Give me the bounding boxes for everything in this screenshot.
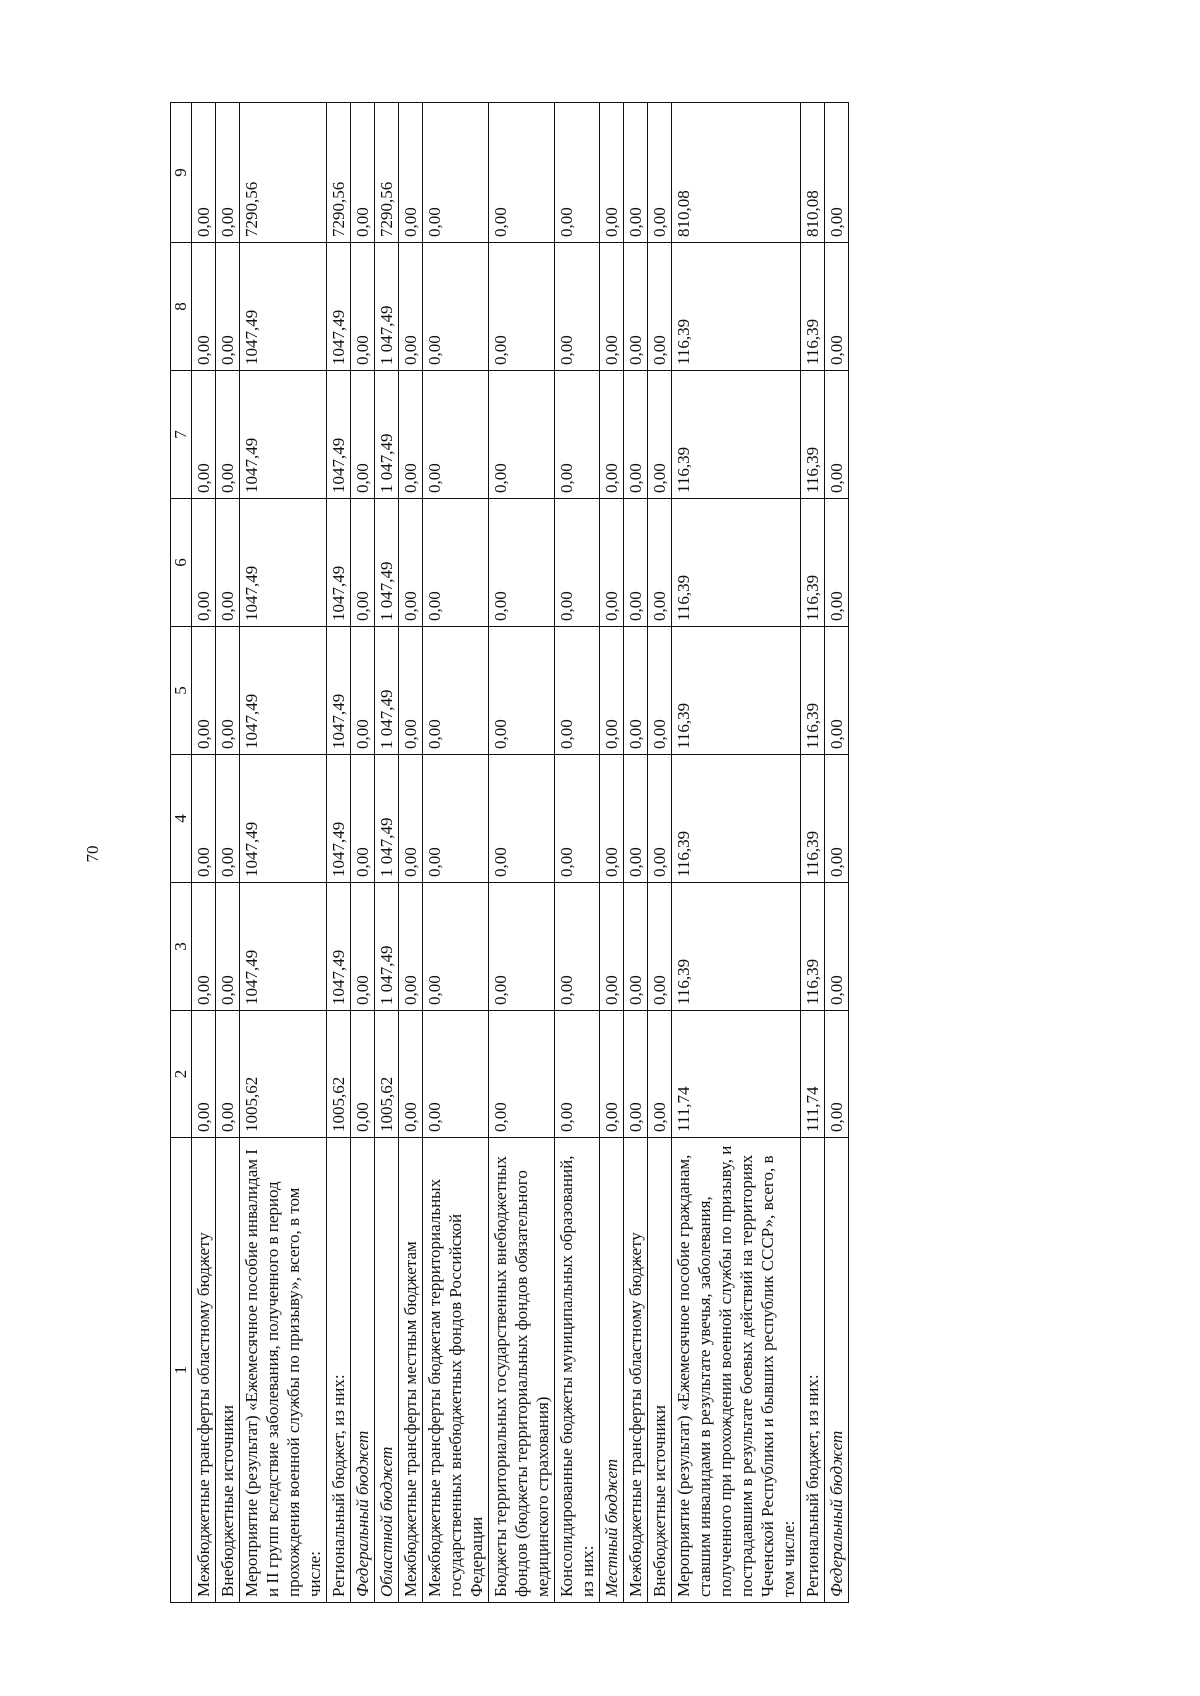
- value-cell: 0,00: [423, 243, 489, 371]
- value-cell: 0,00: [648, 371, 672, 499]
- table-row: [216, 103, 240, 1603]
- value-cell: 0,00: [600, 103, 624, 243]
- value-cell: 0,00: [423, 883, 489, 1011]
- value-cell: 0,00: [192, 627, 216, 755]
- value-cell: 0,00: [399, 103, 423, 243]
- value-cell: 0,00: [216, 1011, 240, 1138]
- value-cell: 116,39: [672, 883, 801, 1011]
- value-cell: 0,00: [216, 499, 240, 627]
- value-cell: 116,39: [801, 755, 825, 883]
- value-cell: 0,00: [423, 499, 489, 627]
- table-row: [825, 103, 849, 1603]
- value-cell: 0,00: [600, 243, 624, 371]
- value-cell: 0,00: [399, 499, 423, 627]
- value-cell: 0,00: [555, 883, 600, 1011]
- value-cell: 0,00: [351, 499, 375, 627]
- table-row: [423, 103, 489, 1603]
- row-label: Федеральный бюджет: [351, 1138, 375, 1603]
- row-label: Консолидированные бюджеты муниципальных образований, из них:: [555, 1138, 600, 1603]
- value-cell: 116,39: [672, 755, 801, 883]
- row-label: Местный бюджет: [600, 1138, 624, 1603]
- value-cell: 0,00: [216, 103, 240, 243]
- value-cell: 0,00: [624, 755, 648, 883]
- row-label: Мероприятие (результат) «Ежемесячное пособие гражданам, ставшим инвалидами в результате увечья, заболевания, полученного при прохождении военной службы по призыву, и пострадавшим в результате боевых действий на территориях Чеченской Республики и бывших республик СССР», всего, в том числе:: [672, 1138, 801, 1603]
- value-cell: 0,00: [351, 627, 375, 755]
- column-header: 3: [171, 883, 192, 1011]
- header-row: [171, 103, 192, 1603]
- value-cell: 1 047,49: [375, 883, 399, 1011]
- value-cell: 0,00: [825, 755, 849, 883]
- value-cell: 0,00: [423, 371, 489, 499]
- table-row: [600, 103, 624, 1603]
- value-cell: 116,39: [801, 627, 825, 755]
- row-label: Внебюджетные источники: [216, 1138, 240, 1603]
- value-cell: 0,00: [648, 499, 672, 627]
- value-cell: 0,00: [351, 755, 375, 883]
- value-cell: 1 047,49: [375, 499, 399, 627]
- value-cell: 0,00: [351, 371, 375, 499]
- table-row: [624, 103, 648, 1603]
- value-cell: 0,00: [489, 499, 555, 627]
- value-cell: 0,00: [555, 243, 600, 371]
- value-cell: 1047,49: [240, 243, 327, 371]
- value-cell: 0,00: [423, 755, 489, 883]
- value-cell: 7290,56: [327, 103, 351, 243]
- value-cell: 1005,62: [375, 1011, 399, 1138]
- value-cell: 0,00: [825, 243, 849, 371]
- value-cell: 0,00: [600, 499, 624, 627]
- value-cell: 0,00: [192, 103, 216, 243]
- value-cell: 0,00: [192, 243, 216, 371]
- value-cell: 0,00: [555, 103, 600, 243]
- value-cell: 0,00: [192, 1011, 216, 1138]
- value-cell: 0,00: [600, 755, 624, 883]
- value-cell: 1047,49: [327, 371, 351, 499]
- value-cell: 1047,49: [327, 755, 351, 883]
- value-cell: 0,00: [648, 627, 672, 755]
- value-cell: 0,00: [351, 103, 375, 243]
- value-cell: 0,00: [399, 883, 423, 1011]
- value-cell: 0,00: [423, 1011, 489, 1138]
- column-header: 5: [171, 627, 192, 755]
- value-cell: 0,00: [399, 243, 423, 371]
- value-cell: 0,00: [648, 243, 672, 371]
- value-cell: 116,39: [801, 243, 825, 371]
- value-cell: 0,00: [624, 883, 648, 1011]
- column-header: 1: [171, 1138, 192, 1603]
- value-cell: 1047,49: [327, 883, 351, 1011]
- value-cell: 1 047,49: [375, 755, 399, 883]
- value-cell: 1047,49: [240, 883, 327, 1011]
- table-row: [351, 103, 375, 1603]
- value-cell: 0,00: [600, 627, 624, 755]
- page-number: 70: [83, 845, 102, 863]
- value-cell: 111,74: [801, 1011, 825, 1138]
- table-row: [801, 103, 825, 1603]
- value-cell: 0,00: [489, 243, 555, 371]
- value-cell: 0,00: [489, 627, 555, 755]
- value-cell: 0,00: [489, 883, 555, 1011]
- value-cell: 0,00: [648, 1011, 672, 1138]
- value-cell: 0,00: [216, 883, 240, 1011]
- value-cell: 0,00: [825, 371, 849, 499]
- value-cell: 0,00: [648, 883, 672, 1011]
- value-cell: 0,00: [192, 755, 216, 883]
- budget-table: [170, 102, 849, 1603]
- table-row: [327, 103, 351, 1603]
- row-label: Областной бюджет: [375, 1138, 399, 1603]
- row-label: Межбюджетные трансферты областному бюджету: [624, 1138, 648, 1603]
- value-cell: 116,39: [672, 499, 801, 627]
- row-label: Мероприятие (результат) «Ежемесячное пособие инвалидам I и II групп вследствие заболевания, полученного в период прохождения военной службы по призыву», всего, в том числе:: [240, 1138, 327, 1603]
- value-cell: 116,39: [801, 371, 825, 499]
- value-cell: 116,39: [672, 627, 801, 755]
- table-row: [399, 103, 423, 1603]
- value-cell: 1047,49: [240, 499, 327, 627]
- value-cell: 0,00: [624, 1011, 648, 1138]
- value-cell: 116,39: [672, 371, 801, 499]
- table-row: [648, 103, 672, 1603]
- value-cell: 0,00: [624, 371, 648, 499]
- value-cell: 0,00: [423, 627, 489, 755]
- value-cell: 116,39: [801, 499, 825, 627]
- column-header: 9: [171, 103, 192, 243]
- value-cell: 0,00: [351, 243, 375, 371]
- value-cell: 1047,49: [327, 243, 351, 371]
- value-cell: 111,74: [672, 1011, 801, 1138]
- value-cell: 0,00: [624, 103, 648, 243]
- value-cell: 1047,49: [240, 755, 327, 883]
- value-cell: 0,00: [825, 499, 849, 627]
- value-cell: 0,00: [216, 755, 240, 883]
- value-cell: 0,00: [825, 1011, 849, 1138]
- value-cell: 1 047,49: [375, 243, 399, 371]
- value-cell: 0,00: [192, 883, 216, 1011]
- value-cell: 0,00: [192, 499, 216, 627]
- value-cell: 0,00: [825, 883, 849, 1011]
- value-cell: 0,00: [648, 755, 672, 883]
- value-cell: 0,00: [489, 755, 555, 883]
- table-row: [555, 103, 600, 1603]
- column-header: 8: [171, 243, 192, 371]
- value-cell: 0,00: [648, 103, 672, 243]
- value-cell: 1047,49: [240, 371, 327, 499]
- value-cell: 0,00: [489, 371, 555, 499]
- value-cell: 0,00: [555, 1011, 600, 1138]
- value-cell: 0,00: [216, 371, 240, 499]
- value-cell: 1005,62: [240, 1011, 327, 1138]
- value-cell: 116,39: [801, 883, 825, 1011]
- row-label: Межбюджетные трансферты бюджетам территориальных государственных внебюджетных фондов Российской Федерации: [423, 1138, 489, 1603]
- value-cell: 0,00: [555, 499, 600, 627]
- value-cell: 1047,49: [327, 499, 351, 627]
- value-cell: 0,00: [351, 883, 375, 1011]
- column-header: 6: [171, 499, 192, 627]
- value-cell: 0,00: [600, 371, 624, 499]
- value-cell: 1005,62: [327, 1011, 351, 1138]
- value-cell: 0,00: [423, 103, 489, 243]
- value-cell: 0,00: [825, 103, 849, 243]
- value-cell: 7290,56: [375, 103, 399, 243]
- value-cell: 0,00: [399, 1011, 423, 1138]
- value-cell: 810,08: [801, 103, 825, 243]
- column-header: 2: [171, 1011, 192, 1138]
- value-cell: 1047,49: [327, 627, 351, 755]
- value-cell: 0,00: [624, 627, 648, 755]
- row-label: Межбюджетные трансферты областному бюджету: [192, 1138, 216, 1603]
- row-label: Бюджеты территориальных государственных внебюджетных фондов (бюджеты территориальных фондов обязательного медицинского страхования): [489, 1138, 555, 1603]
- value-cell: 0,00: [351, 1011, 375, 1138]
- table-row: [240, 103, 327, 1603]
- row-label: Региональный бюджет, из них:: [327, 1138, 351, 1603]
- value-cell: 116,39: [672, 243, 801, 371]
- value-cell: 0,00: [624, 243, 648, 371]
- value-cell: 0,00: [489, 103, 555, 243]
- row-label: Внебюджетные источники: [648, 1138, 672, 1603]
- value-cell: 0,00: [600, 1011, 624, 1138]
- value-cell: 0,00: [192, 371, 216, 499]
- row-label: Региональный бюджет, из них:: [801, 1138, 825, 1603]
- value-cell: 0,00: [489, 1011, 555, 1138]
- value-cell: 810,08: [672, 103, 801, 243]
- table-body: [192, 103, 849, 1603]
- value-cell: 0,00: [624, 499, 648, 627]
- value-cell: 0,00: [216, 243, 240, 371]
- rotated-table-container: [170, 103, 1070, 1603]
- table-row: [672, 103, 801, 1603]
- value-cell: 0,00: [555, 371, 600, 499]
- value-cell: 0,00: [825, 627, 849, 755]
- value-cell: 0,00: [216, 627, 240, 755]
- value-cell: 1 047,49: [375, 627, 399, 755]
- value-cell: 0,00: [555, 755, 600, 883]
- table-row: [375, 103, 399, 1603]
- value-cell: 0,00: [399, 627, 423, 755]
- column-header: 7: [171, 371, 192, 499]
- value-cell: 1047,49: [240, 627, 327, 755]
- value-cell: 0,00: [399, 371, 423, 499]
- column-header: 4: [171, 755, 192, 883]
- row-label: Межбюджетные трансферты местным бюджетам: [399, 1138, 423, 1603]
- value-cell: 0,00: [600, 883, 624, 1011]
- row-label: Федеральный бюджет: [825, 1138, 849, 1603]
- value-cell: 7290,56: [240, 103, 327, 243]
- value-cell: 0,00: [399, 755, 423, 883]
- table-row: [192, 103, 216, 1603]
- value-cell: 0,00: [555, 627, 600, 755]
- value-cell: 1 047,49: [375, 371, 399, 499]
- table-row: [489, 103, 555, 1603]
